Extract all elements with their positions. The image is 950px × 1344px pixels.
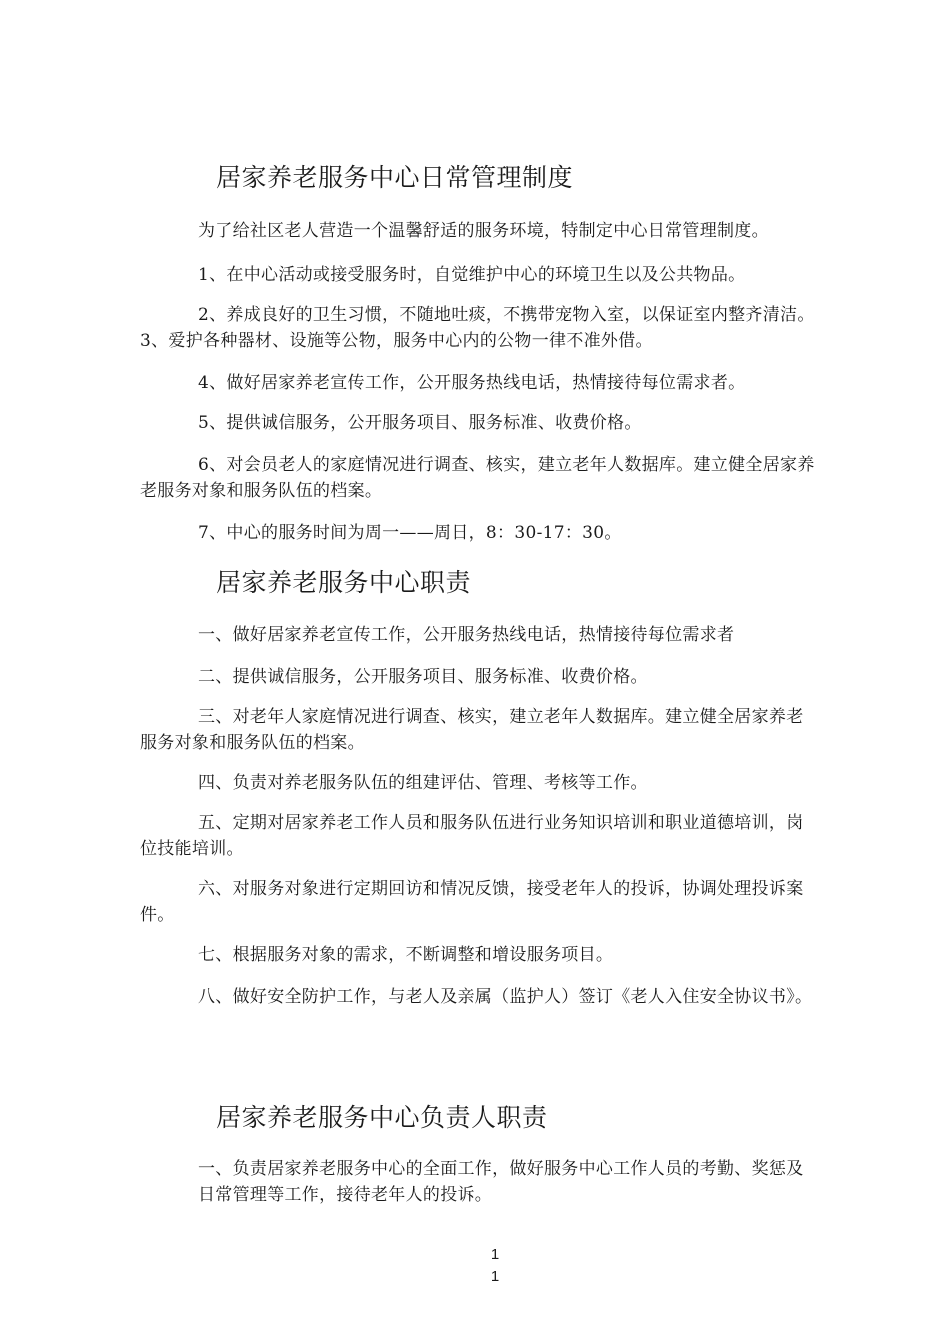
paragraph-duty-8: 八、做好安全防护工作，与老人及亲属（监护人）签订《老人入住安全协议书》。: [198, 987, 813, 1007]
paragraph-rule-5: 5、提供诚信服务，公开服务项目、服务标准、收费价格。: [198, 413, 642, 433]
paragraph-rule-2-3: 2、养成良好的卫生习惯，不随地吐痰，不携带宠物入室，以保证室内整齐清洁。3、爱护各种器材、设施等公物，服务中心内的公物一律不准外借。: [140, 305, 815, 351]
paragraph-duty-6: 六、对服务对象进行定期回访和情况反馈，接受老年人的投诉，协调处理投诉案件。: [140, 879, 804, 925]
paragraph-duty-2: 二、提供诚信服务，公开服务项目、服务标准、收费价格。: [198, 667, 648, 687]
paragraph-duty-3: 三、对老年人家庭情况进行调查、核实，建立老年人数据库。建立健全居家养老服务对象和服务队伍的档案。: [140, 707, 804, 753]
paragraph-duty-7: 七、根据服务对象的需求，不断调整和增设服务项目。: [198, 945, 614, 965]
page-number-lower: 1: [490, 1268, 500, 1285]
paragraph-duty-5: 五、定期对居家养老工作人员和服务队伍进行业务知识培训和职业道德培训，岗位技能培训。: [140, 813, 804, 859]
paragraph-rule-4: 4、做好居家养老宣传工作，公开服务热线电话，热情接待每位需求者。: [198, 373, 746, 393]
paragraph-duty-1: 一、做好居家养老宣传工作，公开服务热线电话，热情接待每位需求者: [198, 625, 735, 645]
section-title-daily-management: 居家养老服务中心日常管理制度: [216, 163, 574, 192]
section-title-center-duties: 居家养老服务中心职责: [216, 568, 472, 597]
paragraph-rule-1: 1、在中心活动或接受服务时，自觉维护中心的环境卫生以及公共物品。: [198, 265, 746, 285]
page-number-upper: 1: [490, 1246, 500, 1263]
section-title-director-duties: 居家养老服务中心负责人职责: [216, 1103, 548, 1132]
paragraph-rule-7: 7、中心的服务时间为周一——周日，8：30-17：30。: [198, 523, 622, 543]
paragraph-director-duty-1: 一、负责居家养老服务中心的全面工作，做好服务中心工作人员的考勤、奖惩及日常管理等工作，接待老年人的投诉。: [198, 1159, 804, 1205]
paragraph-intro: 为了给社区老人营造一个温馨舒适的服务环境，特制定中心日常管理制度。: [198, 221, 769, 241]
paragraph-duty-4: 四、负责对养老服务队伍的组建评估、管理、考核等工作。: [198, 773, 648, 793]
paragraph-rule-6: 6、对会员老人的家庭情况进行调查、核实，建立老年人数据库。建立健全居家养老服务对象和服务队伍的档案。: [140, 455, 815, 501]
